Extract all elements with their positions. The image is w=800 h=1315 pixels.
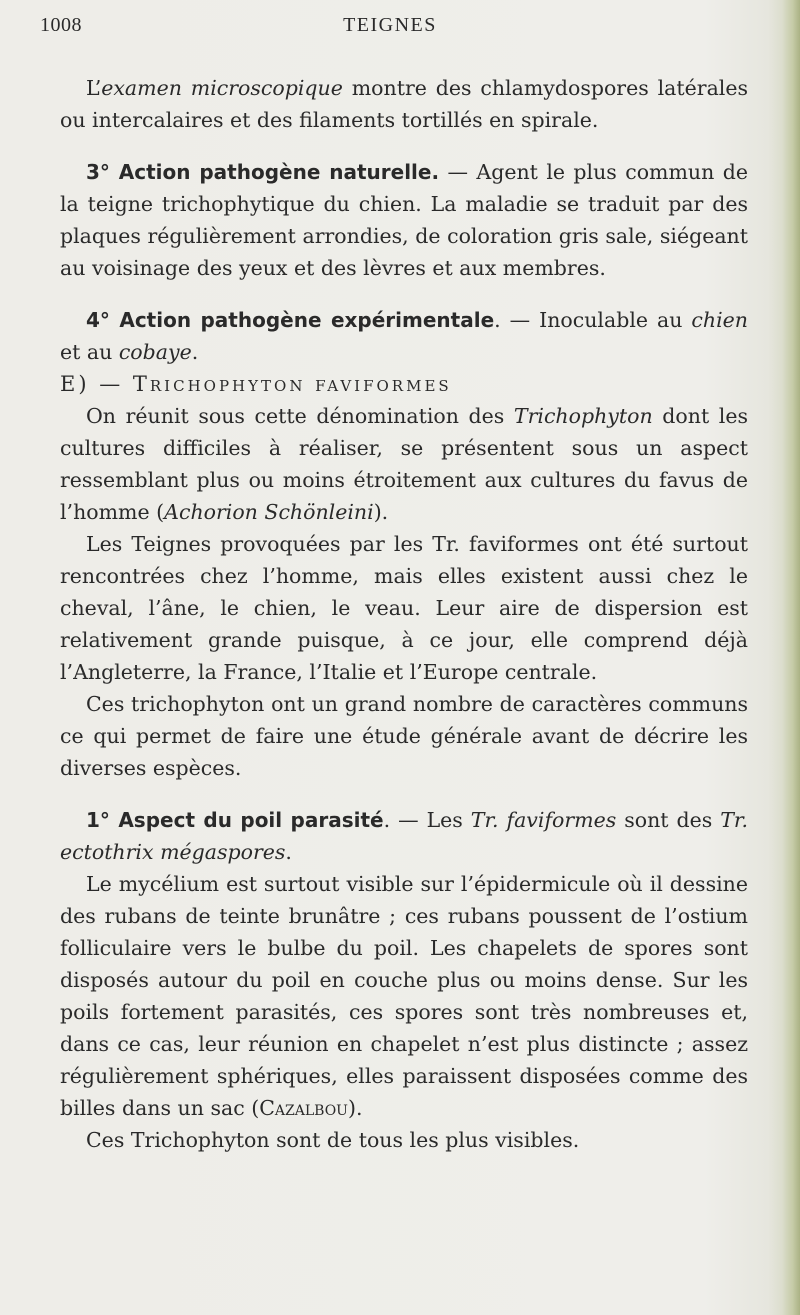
section-title: E) — Trichophyton faviformes [60,372,452,396]
text-run: dont les cultures difficiles à réaliser, se présentent sous un aspect ressemblant plus ou moins étroitement aux cultures du favus de l’homme ( [60,404,748,524]
subsection-heading: 3° Action pathogène naturelle. [86,160,440,184]
text-run: . — Inoculable au [494,308,692,332]
text-run: L’ [86,76,102,100]
paragraph-examen [60,72,748,136]
paragraph-action-experimentale [60,304,748,368]
italic-term: chien [691,308,748,332]
paragraph-action-naturelle [60,156,748,284]
text-run: . — Les [383,808,471,832]
text-run: — Agent le plus commun de la teigne trichophytique du chien. La maladie se traduit par des plaques régulièrement arrondies, de coloration gris sale, siégeant au voisinage des yeux et des lèvres et aux membres. [60,160,748,280]
paragraph-mycelium [60,868,748,1124]
text-run: On réunit sous cette dénomination des [86,404,514,428]
paragraph-definition [60,400,748,528]
text-run: ). [373,500,389,524]
text-run: . [191,340,199,364]
italic-term: Tr. ectothrix mégaspores [60,808,748,864]
author-name: Cazalbou [259,1096,348,1120]
page-number: 1008 [40,14,82,36]
text-run: et au [60,340,119,364]
subsection-heading: 1° Aspect du poil parasité [86,808,384,832]
page-body [60,72,748,1156]
text-run: Le mycélium est surtout visible sur l’épidermicule où il dessine des rubans de teinte brunâtre ; ces rubans poussent de l’ostium folliculaire vers le bulbe du poil. Les chapelets de spores sont disposés autour du poil en couche plus ou moins dense. Sur les poils fortement parasités, ces spores sont très nombreuses et, dans ce cas, leur réunion en chapelet n’est plus distincte ; assez régulièrement sphériques, elles paraissent disposées comme des billes dans un sac ( [60,872,748,1120]
subsection-heading: 4° Action pathogène expérimentale [86,308,495,332]
paragraph-visibles: Ces Trichophyton sont de tous les plus visibles. [86,1128,580,1152]
paragraph-teignes: Les Teignes provoquées par les Tr. faviformes ont été surtout rencontrées chez l’homme, mais elles existent aussi chez le cheval, l’âne, le chien, le veau. Leur aire de dispersion est relativement grande puisque, à ce jour, elle comprend déjà l’Angleterre, la France, l’Italie et l’Europe centrale. [60,532,748,684]
italic-term: examen microscopique [101,76,343,100]
text-run: sont des [616,808,721,832]
text-run: montre des chlamydospores latérales ou intercalaires et des filaments tortillés en spirale. [60,76,748,132]
italic-term: Trichophyton [513,404,653,428]
running-title: TEIGNES [343,14,437,36]
italic-term: Achorion Schönleini [164,500,374,524]
page-header [40,14,740,54]
page-edge-stain [782,0,800,1315]
italic-term: Tr. faviformes [470,808,617,832]
paragraph-aspect-poil [60,804,748,868]
paragraph-caracteres: Ces trichophyton ont un grand nombre de caractères communs ce qui permet de faire une étude générale avant de décrire les diverses espèces. [60,692,748,780]
text-run: ). [347,1096,363,1120]
text-run: . [285,840,292,864]
italic-term: cobaye [118,340,192,364]
